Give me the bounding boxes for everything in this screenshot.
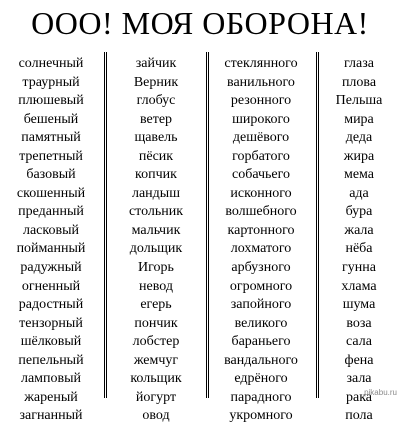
word-item: мира — [344, 111, 374, 127]
word-item: плова — [341, 74, 377, 90]
word-item: пончик — [134, 315, 178, 331]
word-item: жала — [344, 222, 374, 238]
word-item: йогурт — [135, 389, 177, 405]
word-item: огромного — [229, 278, 293, 294]
word-item: ландыш — [131, 185, 180, 201]
word-item: фена — [344, 352, 374, 368]
word-item: стольник — [128, 204, 184, 220]
word-item: глаза — [344, 56, 374, 71]
word-item: солнечный — [18, 56, 84, 71]
word-item: деда — [345, 130, 373, 146]
word-item: копчик — [135, 167, 177, 183]
word-item: гунна — [342, 260, 376, 276]
word-item: картонного — [227, 222, 295, 238]
word-item: невод — [139, 278, 173, 294]
word-item: Пельша — [335, 93, 383, 109]
word-item: радостный — [18, 297, 84, 313]
word-item: рака — [345, 389, 373, 405]
word-item: плюшевый — [18, 93, 84, 109]
word-item: дешёвого — [232, 130, 290, 146]
word-item: волшебного — [225, 204, 297, 220]
word-item: широкого — [232, 111, 290, 127]
word-item: ласковый — [22, 222, 79, 238]
word-item: ветер — [139, 111, 173, 127]
genitive-adjective-column — [207, 52, 315, 426]
word-item: укромного — [229, 408, 293, 424]
word-item: запойного — [230, 297, 292, 313]
word-item: великого — [234, 315, 288, 331]
word-item: Игорь — [138, 260, 174, 276]
word-item: радужный — [20, 260, 82, 276]
word-item: нёба — [345, 241, 373, 257]
word-item: овод — [142, 408, 170, 424]
word-item: сала — [346, 334, 372, 350]
word-item: шёлковый — [20, 334, 82, 350]
word-item: жира — [343, 148, 375, 164]
word-item: пёсик — [138, 148, 174, 164]
word-item: шума — [342, 297, 376, 313]
word-item: парадного — [230, 389, 292, 405]
word-item: егерь — [140, 297, 172, 313]
word-item: хлама — [341, 278, 377, 294]
word-item: дольщик — [129, 241, 183, 257]
word-item: жареный — [24, 389, 78, 405]
word-item: собачьего — [231, 167, 291, 183]
word-item: ламповый — [20, 371, 82, 387]
word-item: стеклянного — [224, 56, 298, 71]
word-item: траурный — [22, 74, 80, 90]
word-item: ада — [349, 185, 369, 201]
word-columns — [0, 52, 400, 424]
word-item: горбатого — [232, 148, 290, 164]
word-item: бараньего — [231, 334, 291, 350]
word-item: резонного — [230, 93, 292, 109]
word-item: едрёного — [234, 371, 288, 387]
word-item: воза — [346, 315, 372, 331]
word-item: мема — [343, 167, 375, 183]
noun-column — [107, 52, 205, 426]
word-item: кольщик — [130, 371, 182, 387]
word-item: памятный — [21, 130, 81, 146]
word-item: лохматого — [230, 241, 292, 257]
word-item: вандального — [224, 352, 298, 368]
word-item: тензорный — [19, 315, 83, 331]
word-item: щавель — [134, 130, 178, 146]
word-item: бешеный — [23, 111, 79, 127]
word-item: ванильного — [227, 74, 295, 90]
word-item: мальчик — [131, 222, 181, 238]
site-watermark: pikabu.ru — [364, 388, 397, 397]
word-item: зала — [346, 371, 372, 387]
word-item: бура — [345, 204, 373, 220]
word-item: скошенный — [16, 185, 86, 201]
word-item: огненный — [21, 278, 81, 294]
genitive-noun-column — [318, 52, 400, 426]
word-item: жемчуг — [133, 352, 179, 368]
word-item: Верник — [133, 74, 179, 90]
page-title: ООО! МОЯ ОБОРОНА! — [31, 5, 369, 41]
word-item: трепетный — [19, 148, 83, 164]
word-item: пола — [345, 408, 373, 424]
word-item: арбузного — [231, 260, 291, 276]
word-item: зайчик — [135, 56, 177, 71]
word-item: преданный — [18, 204, 84, 220]
word-item: глобус — [136, 93, 176, 109]
word-item: загнанный — [19, 408, 83, 424]
adjective-column — [0, 52, 102, 426]
word-item: лобстер — [132, 334, 180, 350]
word-item: базовый — [26, 167, 76, 183]
word-item: пепельный — [18, 352, 84, 368]
word-item: исконного — [230, 185, 292, 201]
word-item: пойманный — [16, 241, 86, 257]
